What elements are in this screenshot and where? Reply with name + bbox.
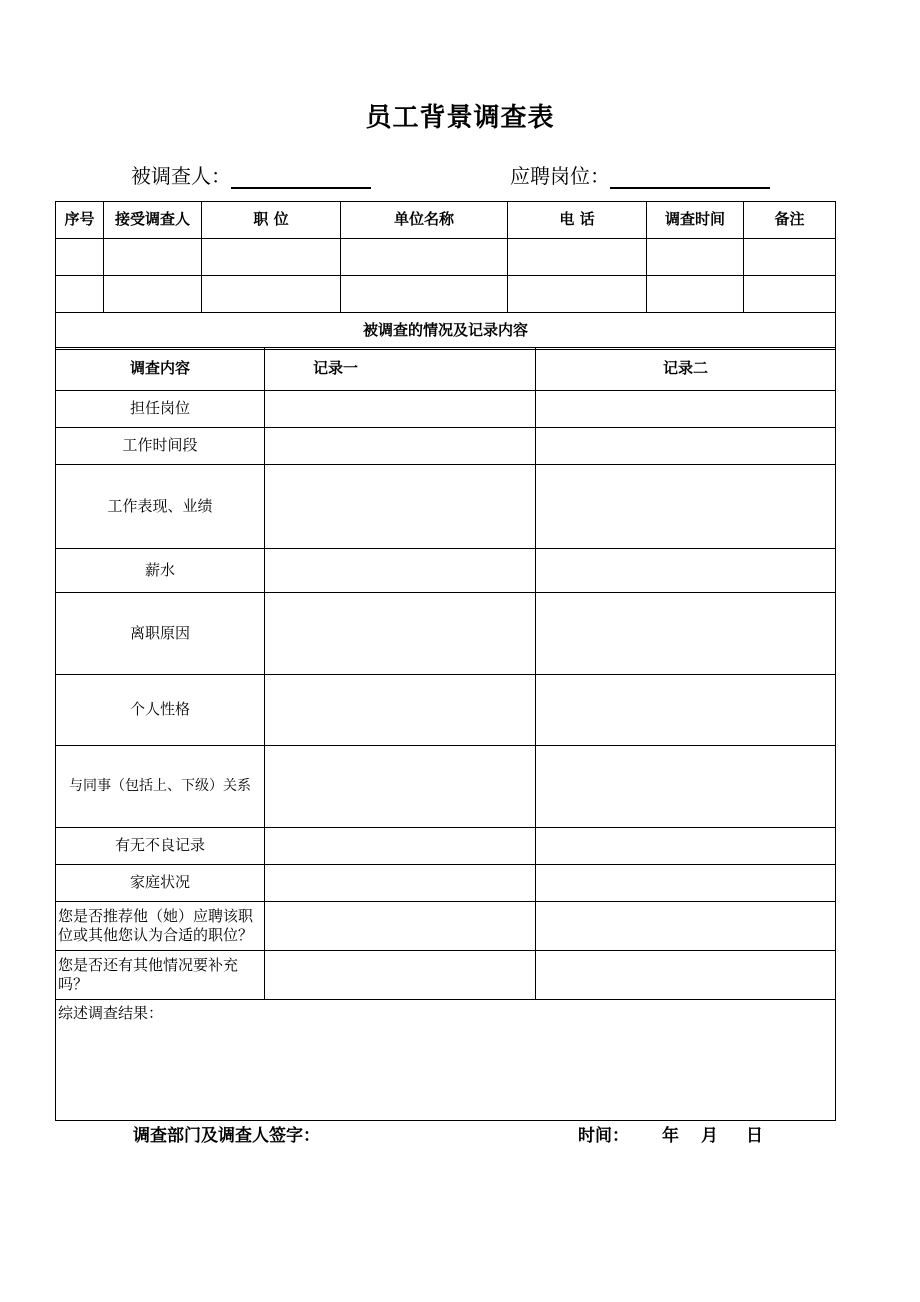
table-cell[interactable]: [647, 276, 744, 313]
header-record-2: 记录二: [536, 348, 836, 391]
record-1-cell[interactable]: [265, 828, 536, 865]
record-2-cell[interactable]: [536, 428, 836, 465]
subject-field: [131, 160, 371, 189]
table-cell[interactable]: [341, 239, 508, 276]
record-2-cell[interactable]: [536, 902, 836, 951]
record-2-cell[interactable]: [536, 951, 836, 1000]
record-2-cell[interactable]: [536, 593, 836, 675]
record-1-cell[interactable]: [265, 391, 536, 428]
table-cell[interactable]: [744, 239, 836, 276]
table-row: [56, 428, 836, 465]
summary-row: [56, 1000, 836, 1121]
row-label-leave-reason: 离职原因: [56, 593, 265, 675]
header-content: 调查内容: [56, 348, 265, 391]
investigation-header-row: [56, 348, 836, 391]
table-cell[interactable]: [647, 239, 744, 276]
table-row: [56, 465, 836, 549]
position-field: [510, 160, 770, 189]
record-1-cell[interactable]: [265, 465, 536, 549]
signature-label: 调查部门及调查人签字：: [133, 1126, 320, 1146]
subject-label: 被调查人：: [131, 164, 231, 188]
record-1-cell[interactable]: [265, 865, 536, 902]
record-2-cell[interactable]: [536, 746, 836, 828]
day-label: 日: [746, 1126, 763, 1146]
table-cell[interactable]: [744, 276, 836, 313]
contact-row: [56, 276, 836, 313]
record-1-cell[interactable]: [265, 428, 536, 465]
summary-label: 综述调查结果：: [58, 1004, 164, 1022]
table-row: [56, 391, 836, 428]
record-2-cell[interactable]: [536, 828, 836, 865]
record-1-cell[interactable]: [265, 593, 536, 675]
record-1-cell[interactable]: [265, 675, 536, 746]
header-company: 单位名称: [341, 202, 508, 239]
row-label-additional-info: 您是否还有其他情况要补充吗？: [56, 951, 265, 1000]
record-2-cell[interactable]: [536, 865, 836, 902]
row-label-salary: 薪水: [56, 549, 265, 593]
page-title: 员工背景调查表: [365, 103, 555, 133]
row-label-bad-records: 有无不良记录: [56, 828, 265, 865]
row-label-personality: 个人性格: [56, 675, 265, 746]
table-cell[interactable]: [56, 276, 104, 313]
row-label-position: 担任岗位: [56, 391, 265, 428]
record-2-cell[interactable]: [536, 391, 836, 428]
header-job-title: 职 位: [202, 202, 341, 239]
table-row: [56, 828, 836, 865]
record-2-cell[interactable]: [536, 549, 836, 593]
table-cell[interactable]: [508, 276, 647, 313]
table-row: [56, 746, 836, 828]
record-1-cell[interactable]: [265, 951, 536, 1000]
subject-input-line[interactable]: [231, 165, 371, 189]
table-cell[interactable]: [202, 239, 341, 276]
contact-row: [56, 239, 836, 276]
header-phone: 电 话: [508, 202, 647, 239]
summary-cell[interactable]: [56, 1000, 836, 1121]
month-label: 月: [701, 1126, 718, 1146]
record-2-cell[interactable]: [536, 675, 836, 746]
time-label: 时间：: [578, 1126, 629, 1146]
table-row: [56, 902, 836, 951]
record-1-cell[interactable]: [265, 549, 536, 593]
header-record-1: 记录一: [265, 348, 536, 391]
row-label-performance: 工作表现、业绩: [56, 465, 265, 549]
contact-header-row: [56, 202, 836, 239]
row-label-family: 家庭状况: [56, 865, 265, 902]
row-label-colleague-relations: 与同事（包括上、下级）关系: [56, 746, 265, 828]
table-row: [56, 549, 836, 593]
table-cell[interactable]: [56, 239, 104, 276]
table-cell[interactable]: [508, 239, 647, 276]
table-row: [56, 865, 836, 902]
investigation-table: [55, 347, 836, 1121]
position-input-line[interactable]: [610, 165, 770, 189]
table-row: [56, 951, 836, 1000]
table-cell[interactable]: [202, 276, 341, 313]
table-cell[interactable]: [104, 239, 202, 276]
header-remarks: 备注: [744, 202, 836, 239]
record-2-cell[interactable]: [536, 465, 836, 549]
table-row: [56, 675, 836, 746]
year-label: 年: [662, 1126, 679, 1146]
table-cell[interactable]: [341, 276, 508, 313]
position-label: 应聘岗位：: [510, 164, 610, 188]
row-label-work-period: 工作时间段: [56, 428, 265, 465]
section-title: 被调查的情况及记录内容: [56, 313, 836, 350]
header-survey-time: 调查时间: [647, 202, 744, 239]
record-1-cell[interactable]: [265, 902, 536, 951]
header-respondent: 接受调查人: [104, 202, 202, 239]
record-1-cell[interactable]: [265, 746, 536, 828]
contact-table: [55, 201, 836, 350]
header-index: 序号: [56, 202, 104, 239]
table-row: [56, 593, 836, 675]
section-title-row: [56, 313, 836, 350]
table-cell[interactable]: [104, 276, 202, 313]
row-label-recommend: 您是否推荐他（她）应聘该职位或其他您认为合适的职位？: [56, 902, 265, 951]
